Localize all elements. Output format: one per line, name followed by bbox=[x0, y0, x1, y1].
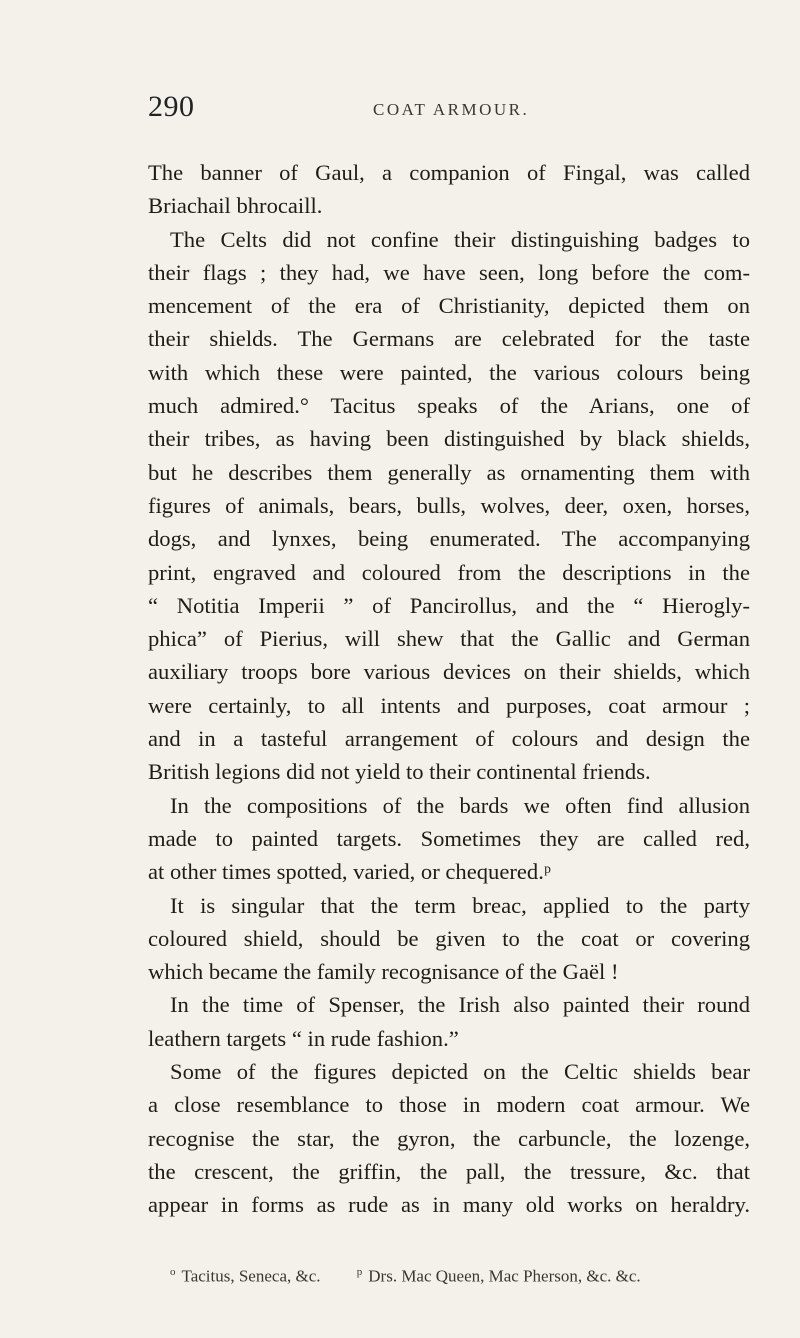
footnote-p bbox=[357, 1266, 641, 1287]
page-header bbox=[148, 90, 748, 130]
page-number: 290 bbox=[148, 90, 195, 123]
text-line: The banner of Gaul, a companion of Fingal, was called bbox=[148, 160, 750, 185]
text-line: dogs, and lynxes, being enumerated. The accompanying bbox=[148, 526, 750, 552]
footnotes bbox=[170, 1266, 750, 1287]
text-line: made to painted targets. Sometimes they are called red, bbox=[148, 825, 750, 851]
footnote-text: Drs. Mac Queen, Mac Pherson, &c. &c. bbox=[368, 1266, 641, 1286]
text-line: print, engraved and coloured from the descriptions in the bbox=[148, 559, 750, 585]
text-line: “ Notitia Imperii ” of Pancirollus, and the “ Hierogly- bbox=[148, 592, 750, 618]
text-line: with which these were painted, the various colours being bbox=[148, 359, 750, 385]
text-line: phica” of Pierius, will shew that the Gallic and German bbox=[148, 626, 750, 652]
footnote-text: Tacitus, Seneca, &c. bbox=[181, 1266, 321, 1286]
text-line: appear in forms as rude as in many old works on heraldry. bbox=[148, 1192, 750, 1218]
text-line: but he describes them generally as ornamenting them with bbox=[148, 459, 750, 485]
text-line: figures of animals, bears, bulls, wolves, deer, oxen, horses, bbox=[148, 492, 750, 518]
text-line: Briachail bhrocaill. bbox=[148, 193, 323, 219]
text-line: a close resemblance to those in modern coat armour. We bbox=[148, 1092, 750, 1118]
text-line: and in a tasteful arrangement of colours and design the bbox=[148, 726, 750, 752]
text-line: In the time of Spenser, the Irish also painted their round bbox=[170, 992, 750, 1018]
text-line: much admired.° Tacitus speaks of the Arians, one of bbox=[148, 393, 750, 419]
text-line: It is singular that the term breac, applied to the party bbox=[170, 892, 750, 918]
text-line: were certainly, to all intents and purposes, coat armour ; bbox=[148, 692, 750, 718]
text-line: In the compositions of the bards we often find allusion bbox=[170, 792, 750, 818]
text-line: leathern targets “ in rude fashion.” bbox=[148, 1025, 459, 1051]
running-head: COAT ARMOUR. bbox=[373, 100, 530, 119]
text-line: which became the family recognisance of the Gaël ! bbox=[148, 959, 619, 985]
text-line: Some of the figures depicted on the Celtic shields bear bbox=[170, 1059, 750, 1085]
body-text bbox=[148, 156, 750, 1222]
footnote-mark: o bbox=[170, 1266, 176, 1278]
text-line: auxiliary troops bore various devices on their shields, which bbox=[148, 659, 750, 685]
text-line: their flags ; they had, we have seen, long before the com- bbox=[148, 259, 750, 285]
text-line: their tribes, as having been distinguished by black shields, bbox=[148, 426, 750, 452]
footnote-mark: p bbox=[356, 1266, 363, 1278]
text-line: their shields. The Germans are celebrated for the taste bbox=[148, 326, 750, 352]
text-line: British legions did not yield to their continental friends. bbox=[148, 759, 651, 785]
text-line: The Celts did not confine their distinguishing badges to bbox=[170, 226, 750, 252]
text-line: at other times spotted, varied, or chequered.ᵖ bbox=[148, 859, 551, 885]
text-line: recognise the star, the gyron, the carbuncle, the lozenge, bbox=[148, 1125, 750, 1151]
text-line: coloured shield, should be given to the coat or covering bbox=[148, 925, 750, 951]
text-line: mencement of the era of Christianity, depicted them on bbox=[148, 293, 750, 319]
footnote-o bbox=[170, 1266, 321, 1287]
text-line: the crescent, the griffin, the pall, the tressure, &c. that bbox=[148, 1158, 750, 1184]
